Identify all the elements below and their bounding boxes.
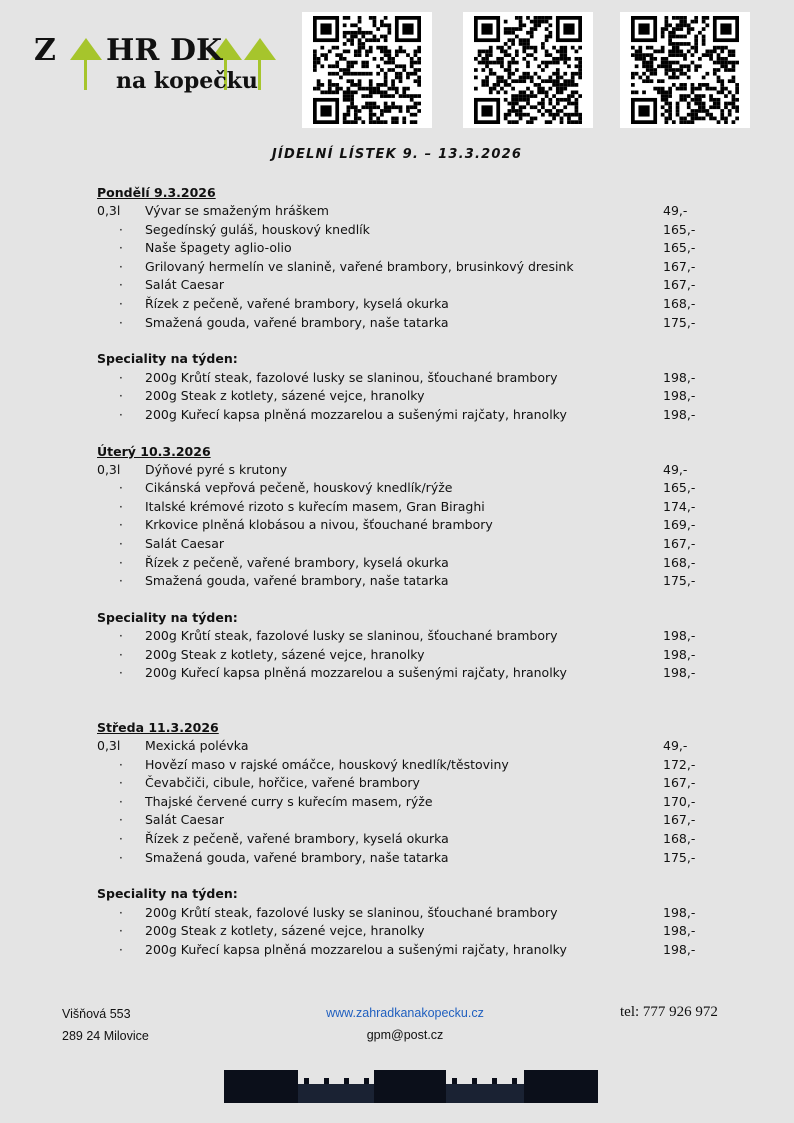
day-block: [97, 184, 697, 425]
dish-name: Dýňové pyré s krutony: [145, 461, 288, 477]
dish-price: 198,-: [663, 369, 696, 385]
bullet: ·: [119, 222, 123, 237]
dish-price: 172,-: [663, 756, 696, 772]
day-block: [97, 443, 697, 684]
dish-name: Řízek z pečeně, vařené brambory, kyselá okurka: [145, 554, 449, 570]
menu-item: [97, 627, 697, 646]
bullet: ·: [119, 832, 123, 847]
bullet: ·: [119, 296, 123, 311]
dish-price: 49,-: [663, 461, 688, 477]
bullet: ·: [119, 905, 123, 920]
dish-name: Řízek z pečeně, vařené brambory, kyselá okurka: [145, 295, 449, 311]
menu-item: [97, 479, 697, 498]
dish-name: 200g Kuřecí kapsa plněná mozzarelou a sušenými rajčaty, hranolky: [145, 665, 567, 681]
dish-name: Mexická polévka: [145, 738, 249, 754]
dish-name: Čevabčiči, cibule, hořčice, vařené brambory: [145, 775, 420, 791]
bullet: ·: [119, 813, 123, 828]
dish-name: Thajské červené curry s kuřecím masem, rýže: [145, 793, 433, 809]
svg-text:HR: HR: [106, 33, 160, 68]
menu-item: [97, 314, 697, 333]
dish-price: 198,-: [663, 665, 696, 681]
qr-code[interactable]: [302, 12, 432, 128]
weekly-menu: [97, 184, 697, 978]
dish-price: 49,-: [663, 203, 688, 218]
bullet: ·: [119, 536, 123, 551]
dish-name: Naše špagety aglio-olio: [145, 240, 292, 256]
dish-name: 200g Kuřecí kapsa plněná mozzarelou a sušenými rajčaty, hranolky: [145, 942, 567, 957]
bullet: ·: [119, 315, 123, 330]
bullet: ·: [119, 757, 123, 772]
svg-text:DK: DK: [170, 33, 223, 68]
dish-price: 49,-: [663, 738, 688, 754]
dish-name: Salát Caesar: [145, 535, 224, 551]
dish-name: Smažená gouda, vařené brambory, naše tatarka: [145, 849, 449, 865]
dish-name: Segedínský guláš, houskový knedlík: [145, 221, 370, 237]
menu-item: [97, 849, 697, 868]
dish-price: 175,-: [663, 314, 696, 330]
dish-price: 165,-: [663, 221, 696, 237]
dish-name: 200g Kuřecí kapsa plněná mozzarelou a sušenými rajčaty, hranolky: [145, 406, 567, 422]
menu-item: [97, 239, 697, 258]
dish-name: Smažená gouda, vařené brambory, naše tatarka: [145, 314, 449, 330]
menu-item: [97, 904, 697, 923]
menu-item: [97, 774, 697, 793]
qr-code[interactable]: [463, 12, 593, 128]
menu-item: [97, 664, 697, 683]
bullet: ·: [119, 776, 123, 791]
dish-name: 200g Steak z kotlety, sázené vejce, hranolky: [145, 646, 425, 662]
dish-price: 198,-: [663, 628, 696, 644]
dish-price: 175,-: [663, 849, 696, 865]
dish-price: 167,-: [663, 258, 696, 274]
bullet: ·: [119, 278, 123, 293]
bullet: ·: [119, 241, 123, 256]
specials-heading: Speciality na týden:: [97, 351, 238, 367]
bullet: ·: [119, 259, 123, 274]
menu-item: [97, 756, 697, 775]
bullet: ·: [119, 850, 123, 865]
menu-item: [97, 941, 697, 960]
bullet: ·: [119, 794, 123, 809]
portion-size: 0,3l: [97, 738, 121, 754]
dish-name: Smažená gouda, vařené brambory, naše tatarka: [145, 573, 449, 589]
menu-item: [97, 461, 697, 480]
bullet: ·: [119, 555, 123, 570]
menu-item: [97, 202, 697, 221]
dish-price: 165,-: [663, 480, 696, 496]
dish-name: Řízek z pečeně, vařené brambory, kyselá okurka: [145, 831, 449, 847]
dish-name: 200g Steak z kotlety, sázené vejce, hranolky: [145, 923, 425, 939]
menu-item: [97, 295, 697, 314]
menu-item: [97, 737, 697, 756]
menu-item: [97, 516, 697, 535]
city: 289 24 Milovice: [62, 1029, 149, 1043]
menu-item: [97, 793, 697, 812]
dish-price: 170,-: [663, 793, 696, 809]
menu-item: [97, 221, 697, 240]
bullet: ·: [119, 370, 123, 385]
dish-price: 165,-: [663, 240, 696, 256]
dish-price: 167,-: [663, 812, 696, 828]
bullet: ·: [119, 647, 123, 662]
menu-item: [97, 258, 697, 277]
bullet: ·: [119, 943, 123, 957]
menu-item: [97, 554, 697, 573]
specials-heading: Speciality na týden:: [97, 609, 238, 625]
bullet: ·: [119, 924, 123, 939]
dish-price: 198,-: [663, 646, 696, 662]
qr-code[interactable]: [620, 12, 750, 128]
specials-heading: Speciality na týden:: [97, 886, 238, 902]
dish-name: Cikánská vepřová pečeně, houskový knedlík/rýže: [145, 480, 453, 496]
menu-item: [97, 572, 697, 591]
dish-name: Salát Caesar: [145, 812, 224, 828]
dish-name: Grilovaný hermelín ve slanině, vařené brambory, brusinkový dresink: [145, 258, 574, 274]
menu-item: [97, 535, 697, 554]
dish-name: Salát Caesar: [145, 277, 224, 293]
dish-price: 167,-: [663, 535, 696, 551]
menu-item: [97, 922, 697, 941]
menu-item: [97, 811, 697, 830]
bullet: ·: [119, 389, 123, 404]
day-title: Středa 11.3.2026: [97, 720, 219, 736]
bullet: ·: [119, 574, 123, 589]
menu-item: [97, 830, 697, 849]
dish-price: 168,-: [663, 295, 696, 311]
address: [62, 1003, 149, 1047]
menu-item: [97, 646, 697, 665]
menu-item: [97, 387, 697, 406]
dish-price: 198,-: [663, 406, 696, 422]
bullet: ·: [119, 407, 123, 422]
contact: [300, 1002, 510, 1046]
dish-price: 174,-: [663, 498, 696, 514]
street: Višňová 553: [62, 1007, 131, 1021]
dish-name: 200g Krůtí steak, fazolové lusky se slaninou, šťouchané brambory: [145, 628, 558, 644]
bullet: ·: [119, 518, 123, 533]
bullet: ·: [119, 666, 123, 681]
svg-text:na kopečku: na kopečku: [116, 68, 258, 94]
dish-price: 198,-: [663, 942, 696, 957]
day-title: Pondělí 9.3.2026: [97, 185, 216, 200]
portion-size: 0,3l: [97, 203, 121, 218]
dish-price: 169,-: [663, 517, 696, 533]
dish-price: 198,-: [663, 923, 696, 939]
bullet: ·: [119, 629, 123, 644]
dish-name: Krkovice plněná klobásou a nivou, šťouchané brambory: [145, 517, 493, 533]
day-block: [97, 719, 697, 960]
menu-item: [97, 276, 697, 295]
dish-name: 200g Krůtí steak, fazolové lusky se slaninou, šťouchané brambory: [145, 369, 558, 385]
dish-price: 198,-: [663, 904, 696, 920]
email-link[interactable]: gpm@post.cz: [366, 1028, 444, 1042]
dish-price: 168,-: [663, 831, 696, 847]
portion-size: 0,3l: [97, 461, 121, 477]
dish-name: Italské krémové rizoto s kuřecím masem, Gran Biraghi: [145, 498, 485, 514]
decorative-strip: [224, 1070, 598, 1103]
dish-price: 175,-: [663, 573, 696, 589]
bullet: ·: [119, 499, 123, 514]
menu-item: [97, 369, 697, 388]
dish-price: 168,-: [663, 554, 696, 570]
svg-text:Z: Z: [34, 33, 56, 68]
day-title: Úterý 10.3.2026: [97, 443, 211, 459]
phone: tel: 777 926 972: [620, 1004, 718, 1020]
dish-price: 198,-: [663, 388, 696, 404]
dish-name: 200g Krůtí steak, fazolové lusky se slaninou, šťouchané brambory: [145, 904, 558, 920]
dish-price: 167,-: [663, 775, 696, 791]
bullet: ·: [119, 481, 123, 496]
dish-price: 167,-: [663, 277, 696, 293]
dish-name: Vývar se smaženým hráškem: [145, 203, 329, 218]
website-link[interactable]: www.zahradkanakopecku.cz: [326, 1006, 484, 1020]
menu-title: JÍDELNÍ LÍSTEK 9. – 13.3.2026: [271, 147, 523, 162]
dish-name: 200g Steak z kotlety, sázené vejce, hranolky: [145, 388, 425, 404]
restaurant-logo: [30, 20, 280, 100]
menu-item: [97, 498, 697, 517]
dish-name: Hovězí maso v rajské omáčce, houskový knedlík/těstoviny: [145, 756, 509, 772]
menu-item: [97, 406, 697, 425]
